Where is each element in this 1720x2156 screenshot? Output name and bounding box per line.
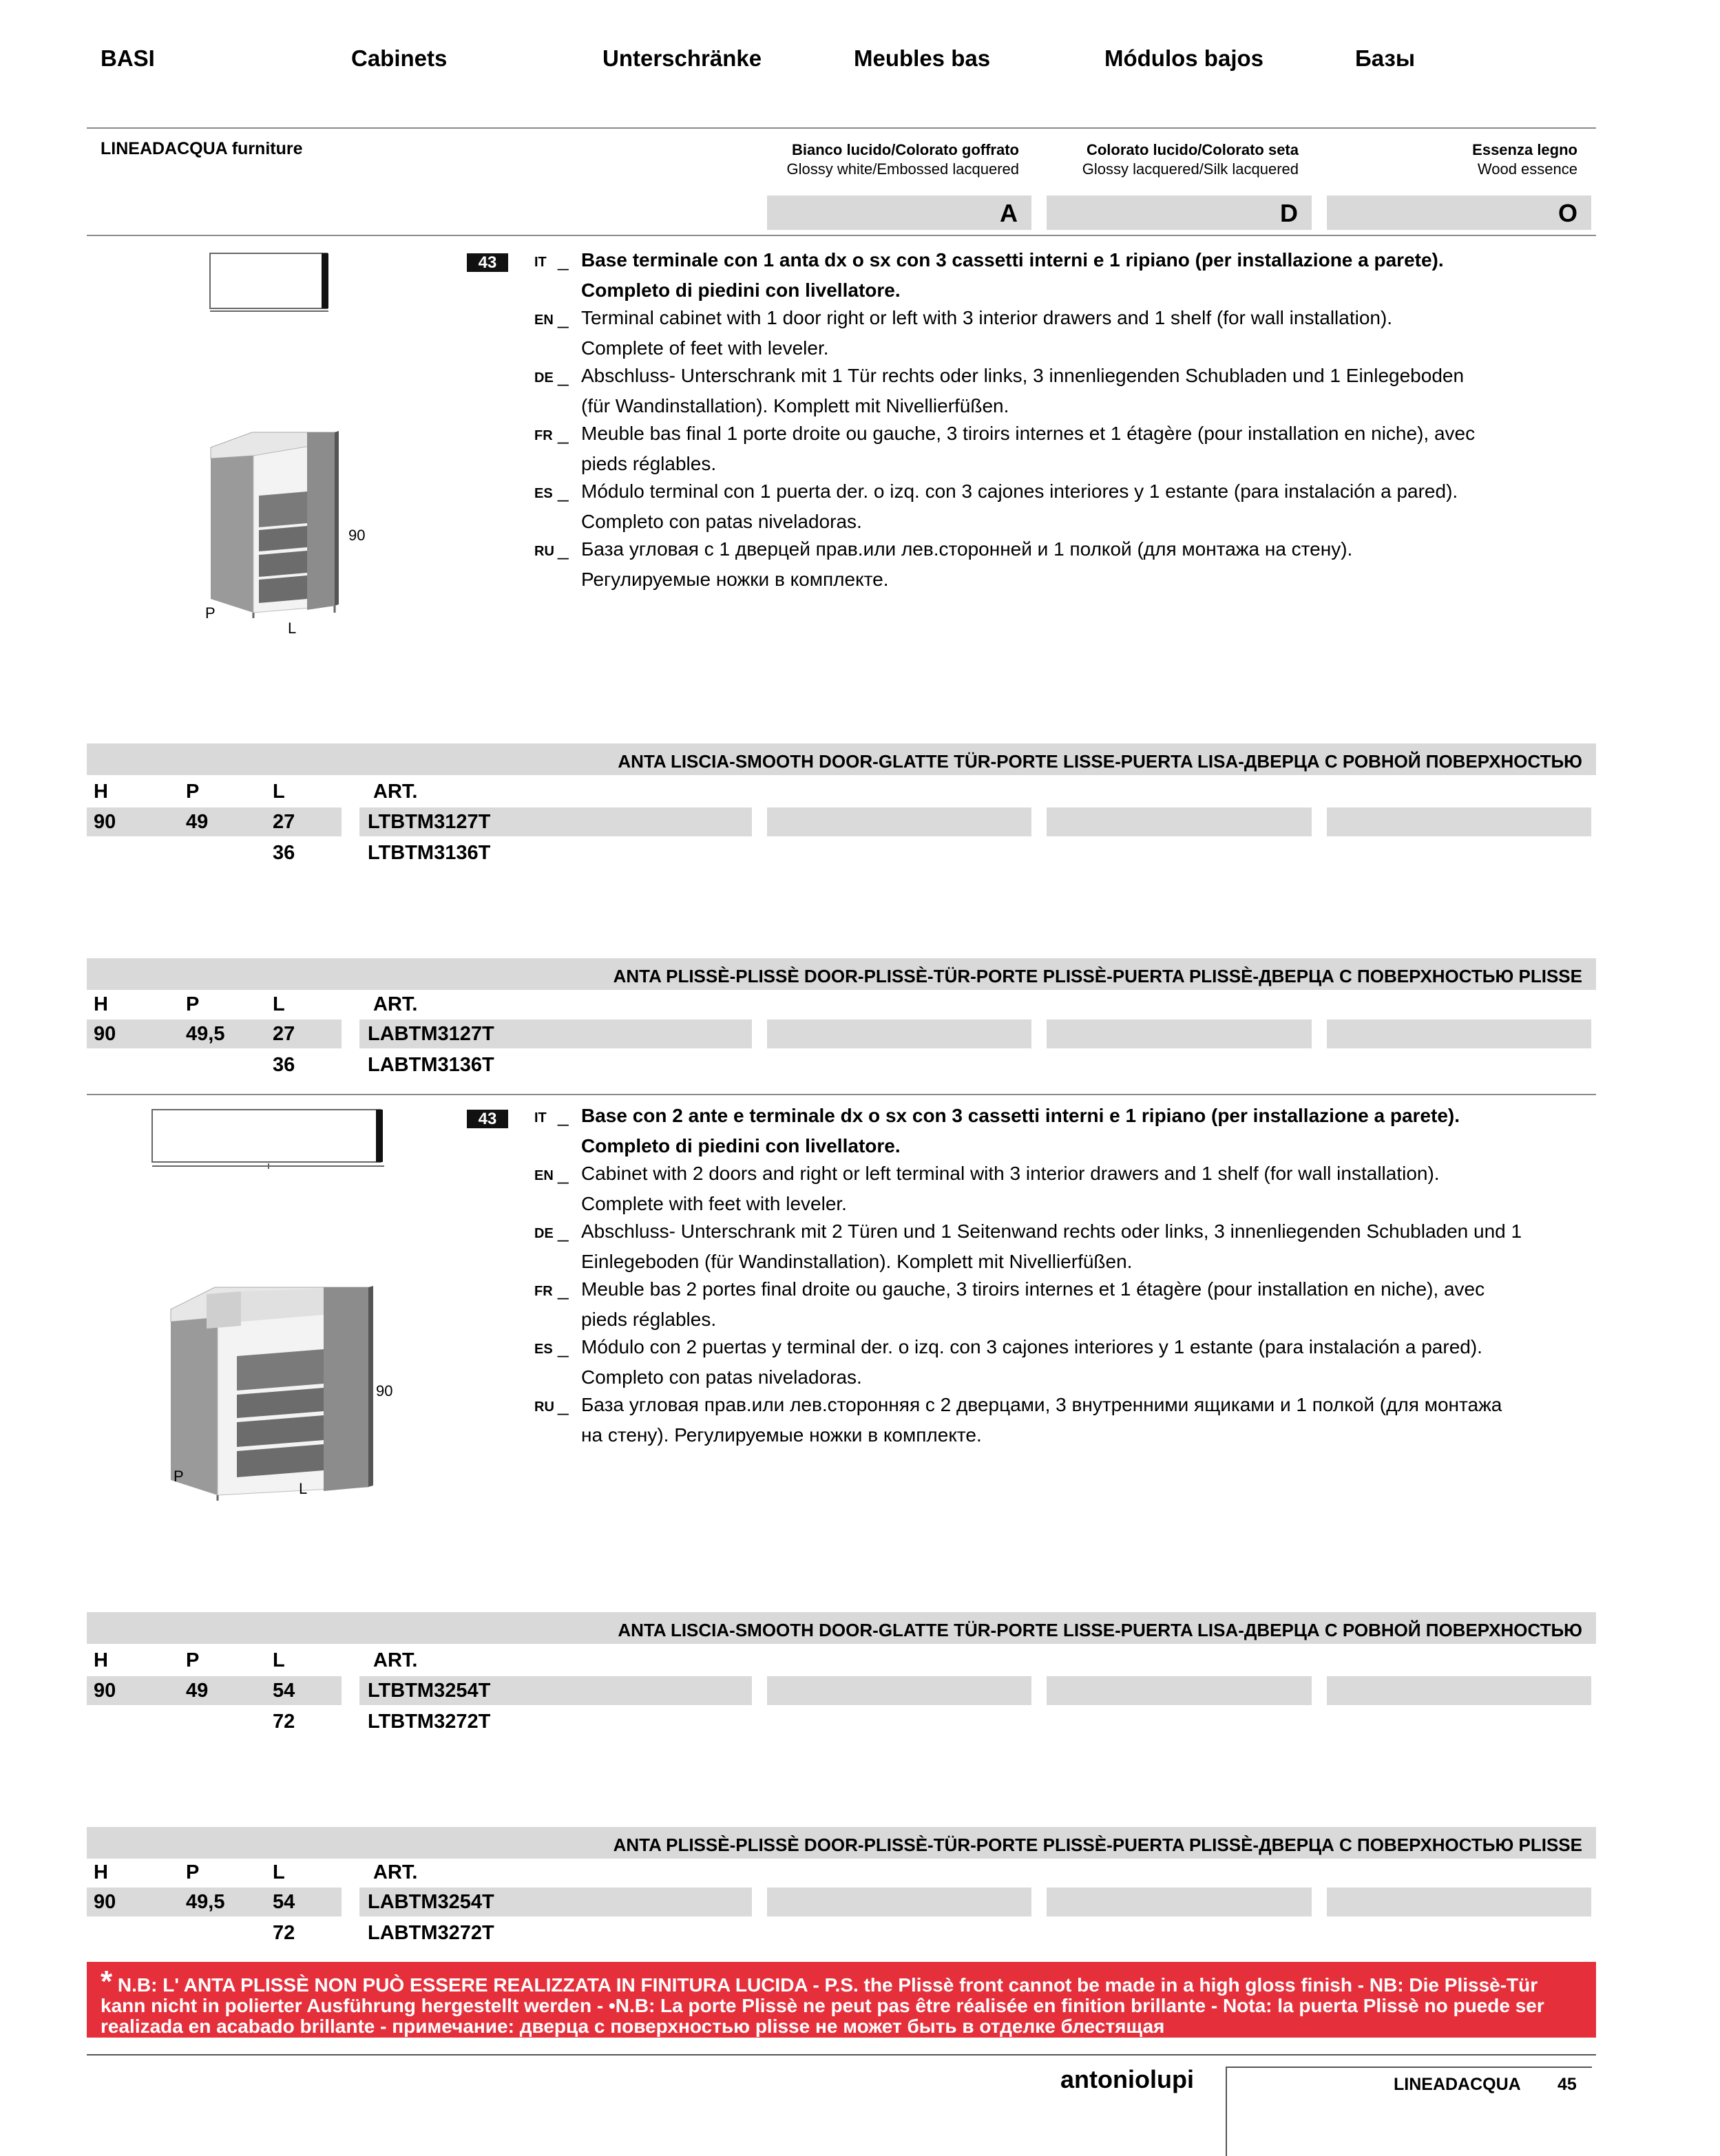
title-en: Cabinets	[351, 45, 448, 71]
table-title: ANTA PLISSÈ-PLISSÈ DOOR-PLISSÈ-TÜR-PORTE PLISSÈ-PUERTA PLISSÈ-ДВЕРЦА С ПОВЕРХНОСТЬЮ PLISSE	[87, 958, 1596, 990]
title-it: BASI	[101, 45, 155, 71]
product-badge: 43	[467, 253, 508, 272]
table-title: ANTA LISCIA-SMOOTH DOOR-GLATTE TÜR-PORTE LISSE-PUERTA LISA-ДВЕРЦА С РОВНОЙ ПОВЕРХНОСТЬЮ	[87, 743, 1596, 775]
dim-width-label: L	[299, 1480, 308, 1497]
col-art: ART.	[373, 781, 418, 803]
cabinet-3d-illustration	[204, 427, 348, 620]
cell-h: 90	[94, 1891, 116, 1913]
cell-l: 72	[273, 1922, 295, 1944]
dim-depth-label: P	[205, 604, 216, 622]
col-h: H	[94, 781, 108, 803]
cell-l: 27	[273, 1023, 295, 1045]
cell-p: 49	[186, 1680, 209, 1702]
page-number: 45	[1558, 2075, 1577, 2094]
price-cell	[1327, 1888, 1591, 1916]
price-cell	[1327, 1019, 1591, 1048]
product-description: IT _ Base terminale con 1 anta dx o sx con 3 cassetti interni e 1 ripiano (per installazione a parete). Completo di piedini con livellatore. EN _ Terminal cabinet with 1 door right or left with 3 interior drawers and 1 shelf (for wall installation). Complete of feet with leveler. DE _ Abschluss- Unterschrank mit 1 Tür rechts oder links, 3 innenliegenden Schubladen und 1 Einlegeboden (für Wandinstallation). Komplett mit Nivellierfüßen. FR _ Meuble bas final 1 porte droite ou gauche, 3 tiroirs internes et 1 étagère (pour installation en niche), avec pieds réglables. ES _ Módulo terminal con 1 puerta der. o izq. con 3 cajones interiores y 1 estante (para instalación a pared). Completo con patas niveladoras. RU _ База угловая с 1 дверцей прав.или лев.сторонней и 1 полкой (для монтажа на стену). Регулируемые ножки в комплекте.	[534, 249, 1476, 590]
footer-collection: LINEADACQUA	[1394, 2075, 1521, 2094]
title-fr: Meubles bas	[854, 45, 991, 71]
row-bg	[87, 1676, 342, 1705]
col-l: L	[273, 781, 285, 803]
col-p: P	[186, 1649, 200, 1671]
price-cell	[767, 1676, 1031, 1705]
cell-art: LTBTM3127T	[368, 811, 491, 833]
price-cell	[767, 1888, 1031, 1916]
dim-height-label: 90	[348, 527, 366, 544]
cell-h: 90	[94, 1023, 116, 1045]
section-title: LINEADACQUA furniture	[101, 139, 303, 158]
price-cell	[1327, 1676, 1591, 1705]
cell-art: LTBTM3254T	[368, 1680, 491, 1702]
cell-art: LABTM3254T	[368, 1891, 494, 1913]
price-cell	[1047, 807, 1312, 836]
cell-art: LTBTM3136T	[368, 842, 491, 864]
cell-art: LABTM3272T	[368, 1922, 494, 1944]
price-cell	[1327, 807, 1591, 836]
title-de: Unterschränke	[602, 45, 762, 71]
col-art: ART.	[373, 1649, 418, 1671]
dim-depth-label: P	[174, 1468, 184, 1485]
finish-letter-o: O	[1327, 195, 1591, 230]
plisse-note-banner: * N.B: L' ANTA PLISSÈ NON PUÒ ESSERE REALIZZATA IN FINITURA LUCIDA - P.S. the Plissè front cannot be made in a high gloss finish - NB: Die Plissè-Tür kann nicht in polierter Ausführung hergestellt werden - •N.B: La porte Plissè ne peut pas être réalisée en finition brillante - Nota: la puerta Plissè no puede ser realizada en acabado brillante - примечание: дверца с поверхностью plisse не может быть в отделке блестящая	[87, 1962, 1596, 2038]
dim-width-label: L	[288, 620, 297, 637]
cell-l: 27	[273, 811, 295, 833]
section-rule-2	[87, 1094, 1596, 1095]
cell-l: 36	[273, 1054, 295, 1076]
cell-p: 49,5	[186, 1891, 225, 1913]
price-cell	[1047, 1019, 1312, 1048]
cell-art: LABTM3127T	[368, 1023, 494, 1045]
col-h: H	[94, 1861, 108, 1883]
cabinet-3d-illustration	[165, 1280, 379, 1501]
table-title: ANTA LISCIA-SMOOTH DOOR-GLATTE TÜR-PORTE LISSE-PUERTA LISA-ДВЕРЦА С РОВНОЙ ПОВЕРХНОСТЬЮ	[87, 1612, 1596, 1644]
row-bg	[87, 807, 342, 836]
col-p: P	[186, 781, 200, 803]
cell-p: 49	[186, 811, 209, 833]
col-h: H	[94, 993, 108, 1015]
col-art: ART.	[373, 1861, 418, 1883]
footer-rule	[87, 2054, 1596, 2055]
plan-view-icon	[150, 1107, 388, 1170]
brand-logo: antoniolupi	[1060, 2065, 1194, 2093]
finish-col-d: Colorato lucido/Colorato seta Glossy lacquered/Silk lacquered	[1082, 141, 1299, 178]
col-l: L	[273, 993, 285, 1015]
price-cell	[767, 807, 1031, 836]
price-cell	[1047, 1888, 1312, 1916]
dim-height-label: 90	[376, 1382, 393, 1399]
finish-letter-d: D	[1047, 195, 1312, 230]
cell-art: LABTM3136T	[368, 1054, 494, 1076]
cell-l: 36	[273, 842, 295, 864]
cell-l: 54	[273, 1891, 295, 1913]
col-p: P	[186, 1861, 200, 1883]
cell-h: 90	[94, 1680, 116, 1702]
col-h: H	[94, 1649, 108, 1671]
finish-col-a: Bianco lucido/Colorato goffrato Glossy white/Embossed lacquered	[786, 141, 1019, 178]
title-es: Módulos bajos	[1104, 45, 1263, 71]
cell-h: 90	[94, 811, 116, 833]
price-cell	[767, 1019, 1031, 1048]
title-ru: Базы	[1355, 45, 1416, 71]
product-description: IT _ Base con 2 ante e terminale dx o sx con 3 cassetti interni e 1 ripiano (per installazione a parete). Completo di piedini con livellatore. EN _ Cabinet with 2 doors and right or left terminal with 3 interior drawers and 1 shelf (for wall installation). Complete with feet with leveler. DE _ Abschluss- Unterschrank mit 2 Türen und 1 Seitenwand rechts oder links, 3 innenliegenden Schubladen und 1 Einlegeboden (für Wandinstallation). Komplett mit Nivellierfüßen. FR _ Meuble bas 2 portes final droite ou gauche, 3 tiroirs internes et 1 étagère (pour installation en niche), avec pieds réglables. ES _ Módulo con 2 puertas y terminal der. o izq. con 3 cajones interiores y 1 estante (para instalación a pared). Completo con patas niveladoras. RU _ База угловая прав.или лев.сторонняя с 2 дверцами, 3 внутренними ящиками и 1 полкой (для монтажа на стену). Регулируемые ножки в комплекте.	[534, 1105, 1522, 1446]
cell-art: LTBTM3272T	[368, 1711, 491, 1733]
plan-view-icon	[208, 251, 332, 313]
header-rule	[87, 127, 1596, 129]
col-art: ART.	[373, 993, 418, 1015]
col-l: L	[273, 1861, 285, 1883]
cell-l: 54	[273, 1680, 295, 1702]
cell-l: 72	[273, 1711, 295, 1733]
cell-p: 49,5	[186, 1023, 225, 1045]
price-cell	[1047, 1676, 1312, 1705]
col-p: P	[186, 993, 200, 1015]
table-title: ANTA PLISSÈ-PLISSÈ DOOR-PLISSÈ-TÜR-PORTE PLISSÈ-PUERTA PLISSÈ-ДВЕРЦА С ПОВЕРХНОСТЬЮ PLISSE	[87, 1827, 1596, 1859]
section-rule-1	[87, 235, 1596, 236]
finish-letter-a: A	[767, 195, 1031, 230]
product-badge: 43	[467, 1110, 508, 1128]
finish-col-o: Essenza legno Wood essence	[1472, 141, 1577, 178]
col-l: L	[273, 1649, 285, 1671]
